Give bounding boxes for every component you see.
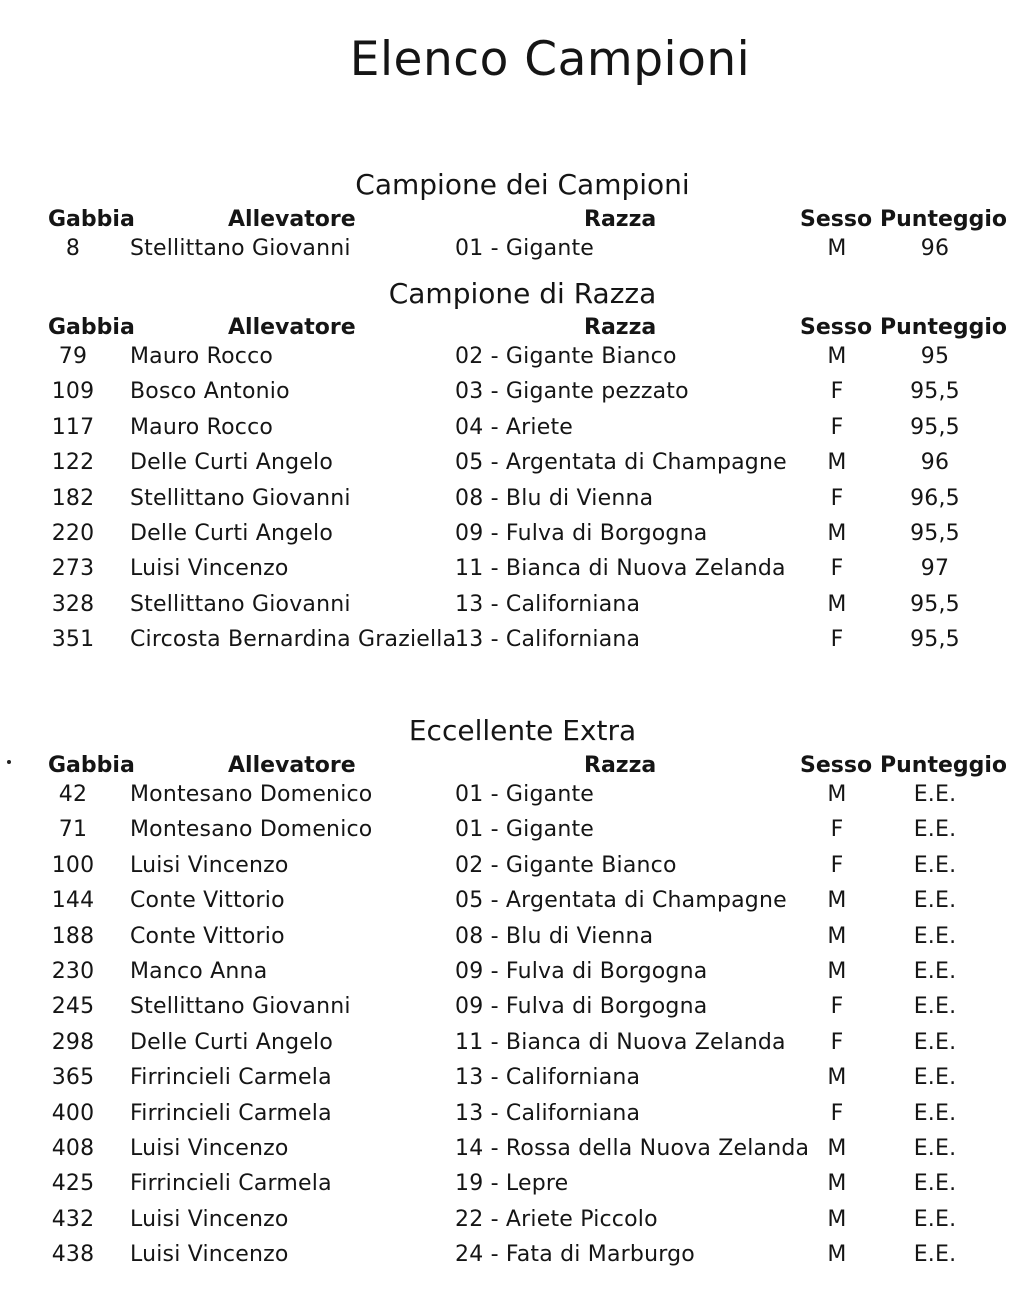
score: E.E. [913, 1206, 957, 1232]
table-row [0, 924, 1011, 954]
breeder-name: Circosta Bernardina Graziella [130, 627, 457, 653]
breeder-name: Delle Curti Angelo [130, 1029, 333, 1055]
breed: 24 - Fata di Marburgo [455, 1242, 695, 1268]
table-row [0, 236, 1011, 266]
table-row [0, 486, 1011, 516]
score: E.E. [913, 1100, 957, 1126]
cage-number: 117 [51, 414, 95, 440]
table-header [0, 753, 1011, 783]
header-sesso: Sesso [800, 207, 873, 232]
cage-number: 425 [51, 1171, 95, 1197]
table-header [0, 315, 1011, 345]
sex: M [827, 782, 847, 807]
breeder-name: Conte Vittorio [130, 923, 285, 949]
table-row [0, 959, 1011, 989]
cage-number: 298 [51, 1029, 95, 1055]
score: E.E. [913, 1065, 957, 1091]
cage-number: 365 [51, 1065, 95, 1091]
breed: 03 - Gigante pezzato [455, 379, 689, 405]
page-title: Elenco Campioni [349, 32, 751, 87]
table-row [0, 994, 1011, 1024]
score: 97 [920, 556, 950, 582]
breed: 01 - Gigante [455, 817, 595, 843]
sex: M [827, 591, 847, 617]
breed: 08 - Blu di Vienna [455, 485, 654, 511]
cage-number: 71 [58, 817, 88, 843]
breeder-name: Luisi Vincenzo [130, 556, 289, 582]
score: 95,5 [910, 379, 960, 405]
cage-number: 182 [51, 485, 95, 511]
header-allevatore: Allevatore [228, 753, 356, 778]
header-sesso: Sesso [800, 315, 873, 340]
score: 95 [920, 344, 950, 369]
breed: 22 - Ariete Piccolo [455, 1206, 658, 1232]
breeder-name: Montesano Domenico [130, 782, 373, 807]
sex: F [830, 379, 844, 405]
breeder-name: Luisi Vincenzo [130, 1206, 289, 1232]
cage-number: 144 [51, 888, 95, 914]
table-row [0, 379, 1011, 409]
section-title: Eccellente Extra [408, 714, 637, 747]
score: E.E. [913, 1029, 957, 1055]
sex: M [827, 1171, 847, 1197]
breed: 13 - Californiana [455, 1100, 641, 1126]
cage-number: 230 [51, 959, 95, 984]
breeder-name: Stellittano Giovanni [130, 994, 351, 1020]
score: E.E. [913, 923, 957, 949]
breed: 11 - Bianca di Nuova Zelanda [455, 1029, 786, 1055]
breed: 01 - Gigante [455, 236, 595, 261]
header-gabbia: Gabbia [48, 207, 135, 232]
breeder-name: Luisi Vincenzo [130, 1242, 289, 1268]
header-sesso: Sesso [800, 753, 873, 778]
table-row [0, 556, 1011, 586]
table-row [0, 344, 1011, 374]
table-row [0, 817, 1011, 847]
breed: 05 - Argentata di Champagne [455, 450, 787, 476]
header-punteggio: Punteggio [880, 753, 1008, 778]
table-row [0, 1242, 1011, 1272]
sex: F [830, 1029, 844, 1055]
table-row [0, 853, 1011, 883]
score: E.E. [913, 1136, 957, 1161]
sex: F [830, 852, 844, 878]
sex: M [827, 521, 847, 546]
sex: M [827, 923, 847, 949]
breeder-name: Firrincieli Carmela [130, 1100, 332, 1126]
score: E.E. [913, 817, 957, 843]
cage-number: 438 [51, 1242, 95, 1268]
table-row [0, 1065, 1011, 1095]
cage-number: 109 [51, 379, 95, 405]
breed: 05 - Argentata di Champagne [455, 888, 787, 914]
score: E.E. [913, 888, 957, 914]
header-punteggio: Punteggio [880, 207, 1008, 232]
score: E.E. [913, 959, 957, 984]
breed: 02 - Gigante Bianco [455, 852, 677, 878]
breed: 01 - Gigante [455, 782, 595, 807]
cage-number: 408 [51, 1136, 95, 1161]
header-razza: Razza [584, 207, 657, 232]
score: 95,5 [910, 521, 960, 546]
score: 96 [920, 236, 950, 261]
score: 95,5 [910, 627, 960, 653]
cage-number: 273 [51, 556, 95, 582]
table-row [0, 521, 1011, 551]
sex: M [827, 1136, 847, 1161]
cage-number: 328 [51, 591, 95, 617]
score: 95,5 [910, 591, 960, 617]
breed: 13 - Californiana [455, 1065, 641, 1091]
table-row [0, 1207, 1011, 1237]
section-title: Campione di Razza [388, 277, 657, 310]
breed: 04 - Ariete [455, 414, 574, 440]
cage-number: 8 [65, 236, 81, 261]
section-title: Campione dei Campioni [355, 168, 690, 201]
breeder-name: Mauro Rocco [130, 344, 274, 369]
sex: M [827, 1242, 847, 1268]
cage-number: 432 [51, 1206, 95, 1232]
sex: F [830, 627, 844, 653]
breed: 09 - Fulva di Borgogna [455, 994, 708, 1020]
cage-number: 100 [51, 852, 95, 878]
score: E.E. [913, 1171, 957, 1197]
header-punteggio: Punteggio [880, 315, 1008, 340]
breeder-name: Delle Curti Angelo [130, 450, 333, 476]
score: E.E. [913, 782, 957, 807]
cage-number: 220 [51, 521, 95, 546]
breeder-name: Luisi Vincenzo [130, 852, 289, 878]
table-row [0, 888, 1011, 918]
score: E.E. [913, 994, 957, 1020]
table-row [0, 1136, 1011, 1166]
breeder-name: Stellittano Giovanni [130, 236, 351, 261]
header-allevatore: Allevatore [228, 315, 356, 340]
table-row [0, 627, 1011, 657]
breeder-name: Montesano Domenico [130, 817, 373, 843]
sex: F [830, 817, 844, 843]
header-allevatore: Allevatore [228, 207, 356, 232]
cage-number: 122 [51, 450, 95, 476]
breed: 13 - Californiana [455, 627, 641, 653]
table-row [0, 450, 1011, 480]
breed: 09 - Fulva di Borgogna [455, 521, 708, 546]
breeder-name: Delle Curti Angelo [130, 521, 333, 546]
sex: M [827, 888, 847, 914]
breeder-name: Stellittano Giovanni [130, 485, 351, 511]
score: 96 [920, 450, 950, 476]
sex: M [827, 236, 847, 261]
header-gabbia: Gabbia [48, 753, 135, 778]
breeder-name: Mauro Rocco [130, 414, 274, 440]
table-row [0, 1030, 1011, 1060]
cage-number: 188 [51, 923, 95, 949]
breeder-name: Luisi Vincenzo [130, 1136, 289, 1161]
score: 96,5 [910, 485, 960, 511]
table-row [0, 1171, 1011, 1201]
breeder-name: Manco Anna [130, 959, 268, 984]
breeder-name: Bosco Antonio [130, 379, 290, 405]
table-row [0, 415, 1011, 445]
cage-number: 245 [51, 994, 95, 1020]
table-row [0, 592, 1011, 622]
sex: F [830, 485, 844, 511]
sex: F [830, 414, 844, 440]
cage-number: 351 [51, 627, 95, 653]
cage-number: 42 [58, 782, 88, 807]
sex: M [827, 450, 847, 476]
score: 95,5 [910, 414, 960, 440]
breed: 08 - Blu di Vienna [455, 923, 654, 949]
breed: 09 - Fulva di Borgogna [455, 959, 708, 984]
breed: 14 - Rossa della Nuova Zelanda [455, 1136, 810, 1161]
breeder-name: Firrincieli Carmela [130, 1065, 332, 1091]
cage-number: 79 [58, 344, 88, 369]
sex: F [830, 1100, 844, 1126]
sex: M [827, 959, 847, 984]
sex: F [830, 994, 844, 1020]
breed: 13 - Californiana [455, 591, 641, 617]
header-gabbia: Gabbia [48, 315, 135, 340]
breed: 19 - Lepre [455, 1171, 569, 1197]
header-razza: Razza [584, 753, 657, 778]
breed: 02 - Gigante Bianco [455, 344, 677, 369]
breeder-name: Stellittano Giovanni [130, 591, 351, 617]
table-row [0, 1101, 1011, 1131]
table-row [0, 782, 1011, 812]
breed: 11 - Bianca di Nuova Zelanda [455, 556, 786, 582]
cage-number: 400 [51, 1100, 95, 1126]
table-header [0, 207, 1011, 237]
breeder-name: Conte Vittorio [130, 888, 285, 914]
sex: F [830, 556, 844, 582]
sex: M [827, 1065, 847, 1091]
score: E.E. [913, 852, 957, 878]
sex: M [827, 1206, 847, 1232]
header-razza: Razza [584, 315, 657, 340]
breeder-name: Firrincieli Carmela [130, 1171, 332, 1197]
score: E.E. [913, 1242, 957, 1268]
sex: M [827, 344, 847, 369]
